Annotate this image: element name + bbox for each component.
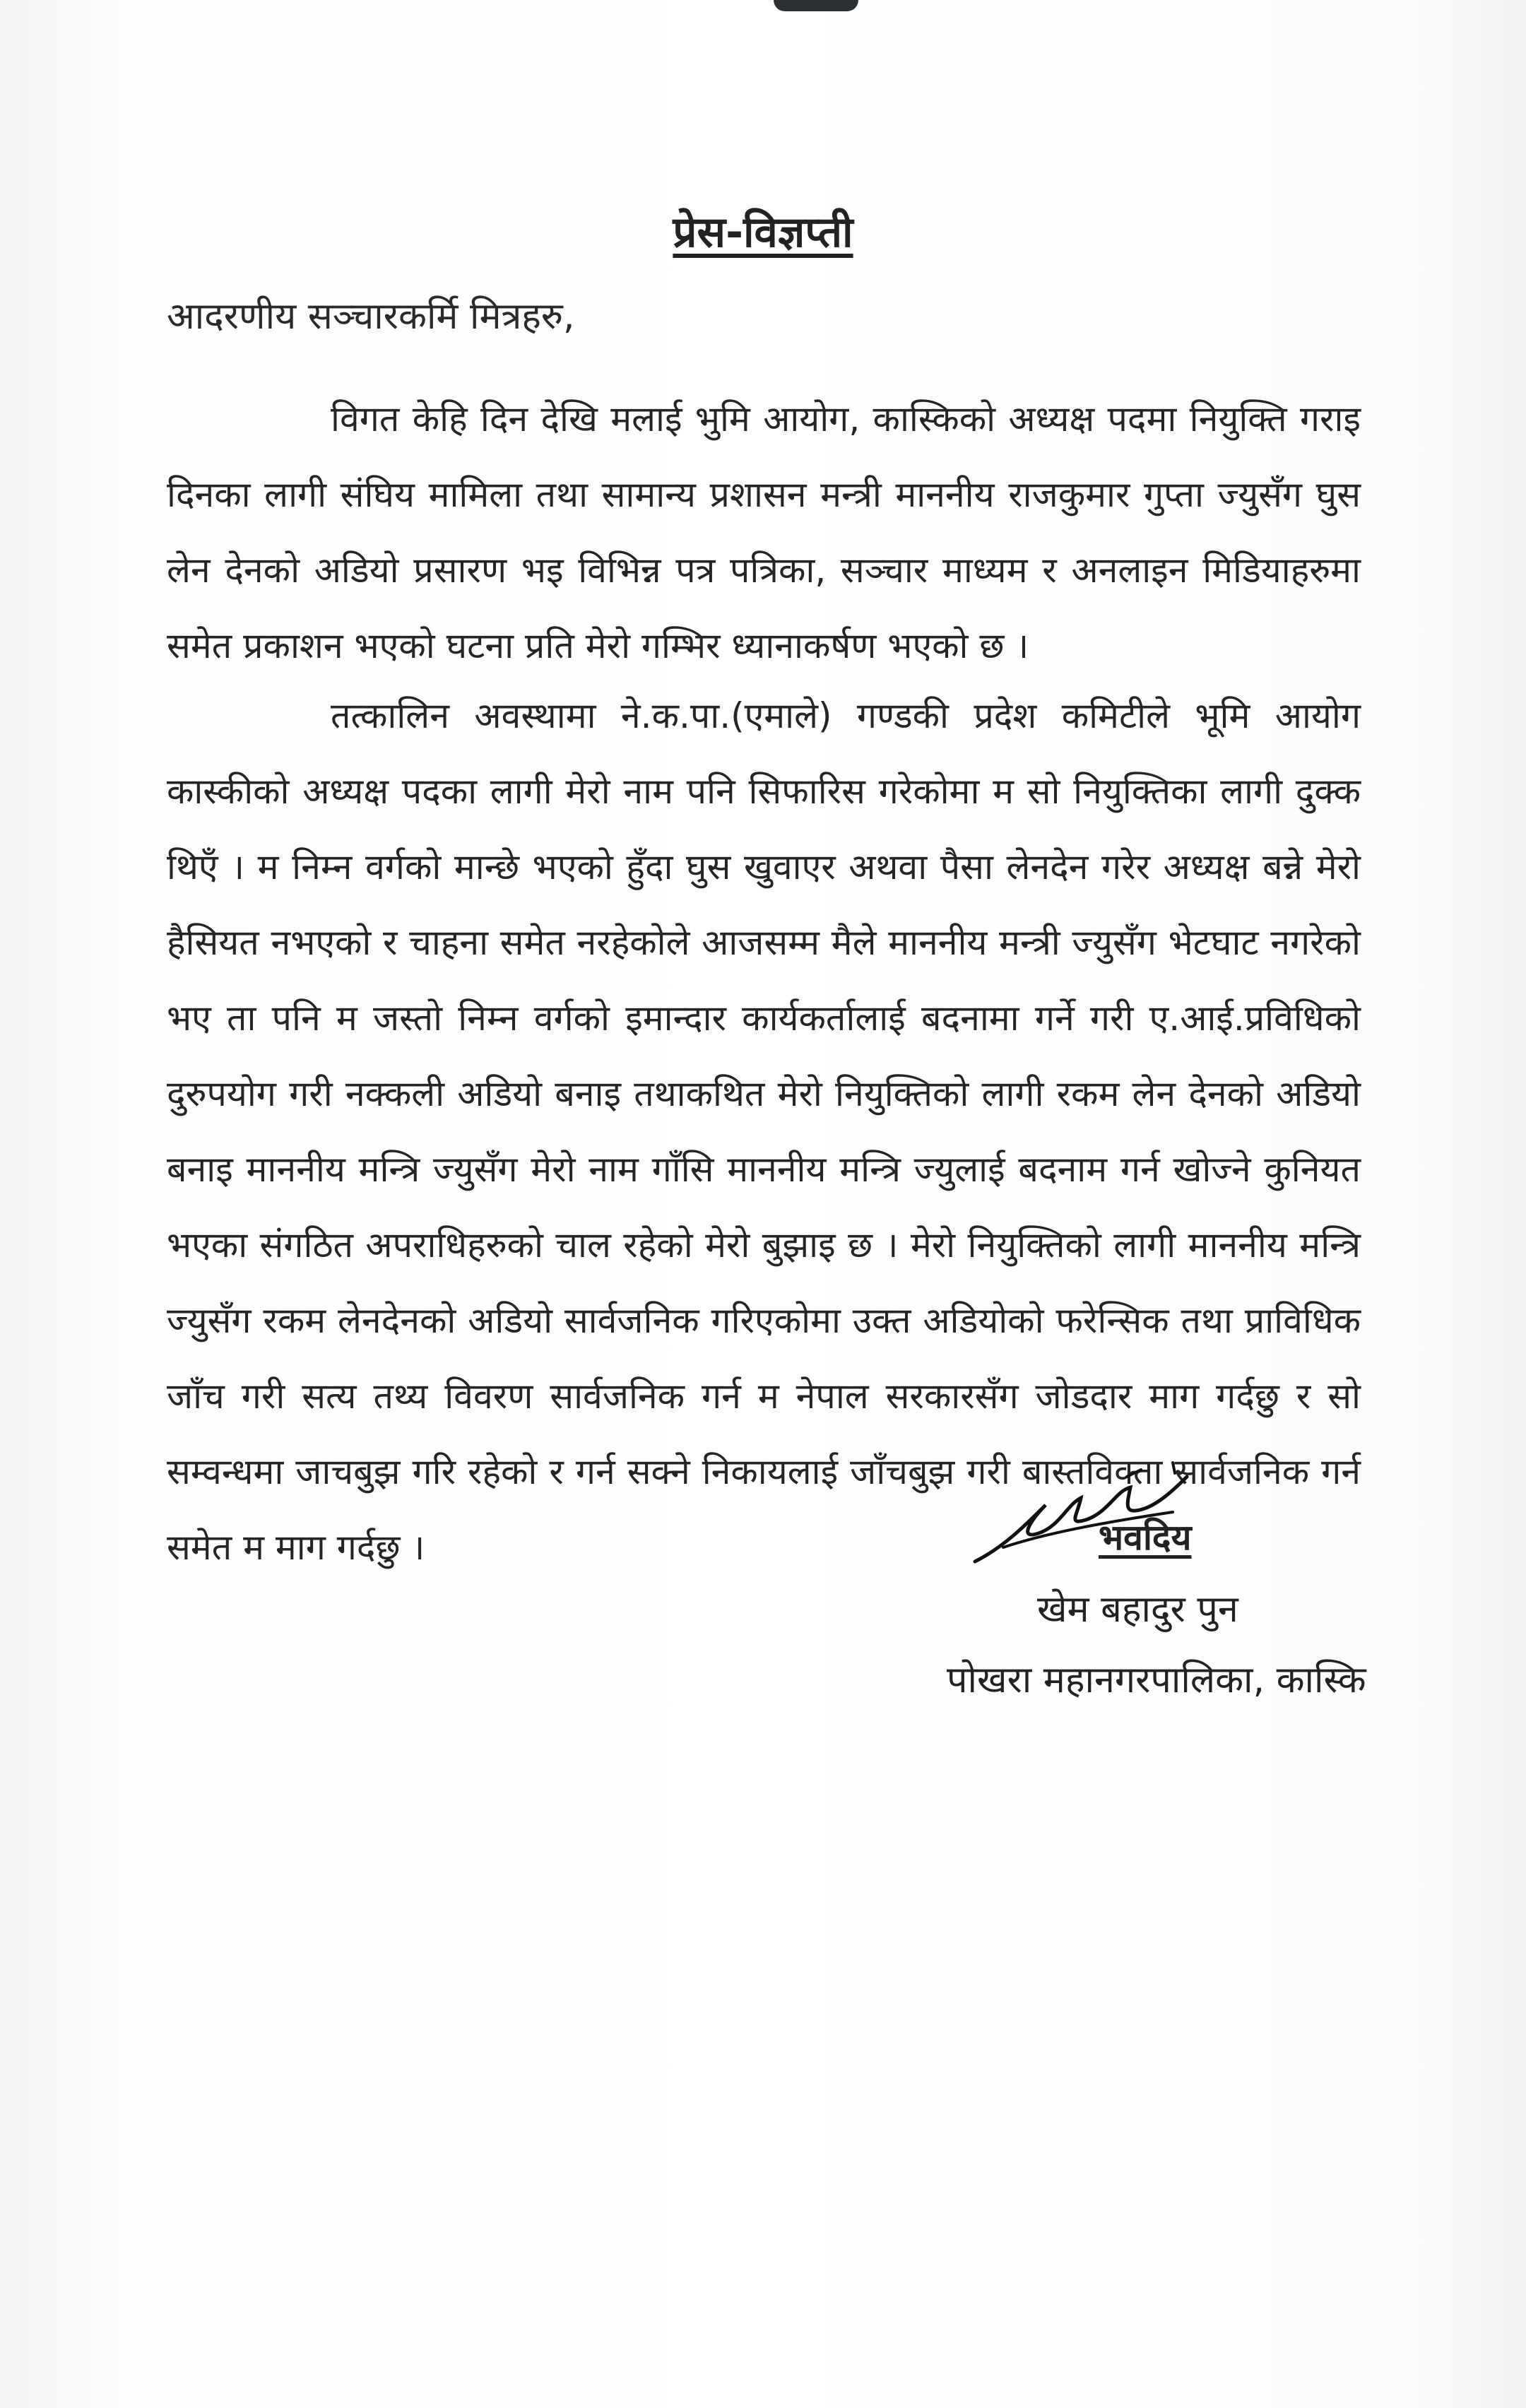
paper-clip-mark (774, 0, 858, 11)
signer-name: खेम बहादुर पुन (1037, 1588, 1238, 1631)
paragraph-2: तत्कालिन अवस्थामा ने.क.पा.(एमाले) गण्डकी प्रदेश कमिटीले भूमि आयोग कास्कीको अध्यक्ष पदका लागी मेरो नाम पनि सिफारिस गरेकोमा म सो नियुक्तिका लागी दुक्क थिएँ । म निम्न वर्गको मान्छे भएको हुँदा घुस खुवाएर अथवा पैसा लेनदेन गरेर अध्यक्ष बन्ने मेरो हैसियत नभएको र चाहना समेत नरहेकोले आजसम्म मैले माननीय मन्त्री ज्युसँग भेटघाट नगरेको भए ता पनि म जस्तो निम्न वर्गको इमान्दार कार्यकर्तालाई बदनामा गर्ने गरी ए.आई.प्रविधिको दुरुपयोग गरी नक्कली अडियो बनाइ तथाकथित मेरो नियुक्तिको लागी रकम लेन देनको अडियो बनाइ माननीय मन्त्रि ज्युसँग मेरो नाम गाँसि माननीय मन्त्रि ज्युलाई बदनाम गर्न खोज्ने कुनियत भएका संगठित अपराधिहरुको चाल रहेको मेरो बुझाइ छ । मेरो नियुक्तिको लागी माननीय मन्त्रि ज्युसँग रकम लेनदेनको अडियो सार्वजनिक गरिएकोमा उक्त अडियोको फरेन्सिक तथा प्राविधिक जाँच गरी सत्य तथ्य विवरण सार्वजनिक गर्न म नेपाल सरकारसँग जोडदार माग गर्दछु र सो सम्वन्धमा जाचबुझ गरि रहेको र गर्न सक्ने निकायलाई जाँचबुझ गरी बास्तविक्ता सार्वजनिक गर्न समेत म माग गर्दछु । (167, 695, 1361, 1568)
title-text: प्रेस-विज्ञप्ती (673, 208, 853, 257)
paragraph-1: विगत केहि दिन देखि मलाई भुमि आयोग, कास्किको अध्यक्ष पदमा नियुक्ति गराइ दिनका लागी संघिय मामिला तथा सामान्य प्रशासन मन्त्री माननीय राजकुमार गुप्ता ज्युसँग घुस लेन देनको अडियो प्रसारण भइ विभिन्न पत्र पत्रिका, सञ्चार माध्यम र अनलाइन मिडियाहरुमा समेत प्रकाशन भएको घटना प्रति मेरो गम्भिर ध्यानाकर्षण भएको छ । (167, 399, 1361, 666)
salutation: आदरणीय सञ्चारकर्मि मित्रहरु, (167, 295, 575, 338)
signer-address: पोखरा महानगरपालिका, कास्कि (947, 1659, 1366, 1701)
document-title (0, 201, 1526, 259)
closing-word: भवदिय (1099, 1517, 1192, 1558)
